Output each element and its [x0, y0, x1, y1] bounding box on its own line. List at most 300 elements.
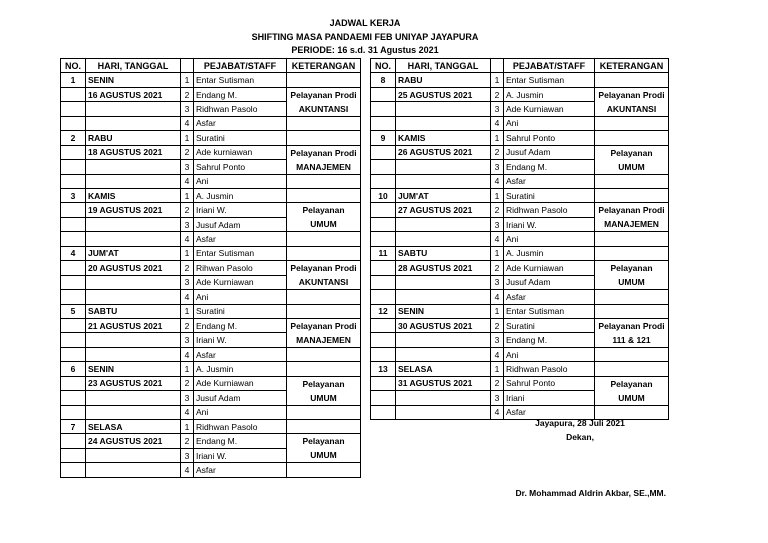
- staff-number: 4: [491, 116, 504, 130]
- keterangan-empty: [287, 131, 361, 145]
- staff-number: 3: [181, 333, 194, 348]
- keterangan: [287, 87, 361, 116]
- staff-name: Sahrul Ponto: [504, 376, 595, 391]
- staff-name: Ani: [194, 405, 287, 419]
- keterangan: [595, 318, 669, 347]
- schedule-no: [371, 347, 396, 361]
- schedule-no: [371, 275, 396, 290]
- schedule-row: [371, 261, 669, 276]
- staff-number: 3: [491, 333, 504, 348]
- staff-name: A. Jusmin: [504, 87, 595, 102]
- staff-name: Entar Sutisman: [194, 73, 287, 87]
- keterangan-empty: [595, 246, 669, 260]
- schedule-no: [371, 116, 396, 130]
- schedule-no: [371, 203, 396, 218]
- schedule-day: JUM'AT: [86, 246, 181, 260]
- staff-number: 2: [181, 87, 194, 102]
- signatory-name: Dr. Mohammad Aldrin Akbar, SE.,MM.: [515, 488, 666, 498]
- schedule-no: [371, 333, 396, 348]
- schedule-day-empty: [396, 333, 491, 348]
- keterangan-service: Pelayanan Prodi: [598, 320, 665, 331]
- staff-name: Ani: [504, 232, 595, 246]
- staff-name: Ridhwan Pasolo: [504, 362, 595, 376]
- schedule-row: [371, 376, 669, 391]
- staff-name: Entar Sutisman: [504, 304, 595, 318]
- schedule-no: [61, 174, 86, 188]
- keterangan: [287, 318, 361, 347]
- schedule-row: [61, 261, 361, 276]
- keterangan-service: Pelayanan: [610, 378, 653, 389]
- schedule-no: [371, 232, 396, 246]
- staff-name: Entar Sutisman: [194, 246, 287, 260]
- staff-name: Jusuf Adam: [504, 275, 595, 290]
- staff-name: Ridhwan Pasolo: [504, 203, 595, 218]
- schedule-row: [371, 87, 669, 102]
- staff-number: 4: [491, 290, 504, 304]
- staff-name: Iriani W.: [504, 217, 595, 232]
- keterangan-empty: [595, 131, 669, 145]
- schedule-row: [61, 131, 361, 145]
- schedule-no: 13: [371, 362, 396, 376]
- schedule-no: [61, 448, 86, 463]
- schedule-day-empty: [86, 347, 181, 361]
- schedule-row: [61, 318, 361, 333]
- keterangan-unit: UMUM: [310, 450, 337, 461]
- staff-number: 1: [491, 188, 504, 202]
- schedule-row: [61, 174, 361, 188]
- schedule-row: [61, 188, 361, 202]
- schedule-row: [371, 347, 669, 361]
- schedule-day-empty: [86, 174, 181, 188]
- keterangan: [595, 261, 669, 290]
- schedule-no: [371, 217, 396, 232]
- schedule-row: [371, 304, 669, 318]
- schedule-no: [61, 463, 86, 477]
- staff-name: Ani: [194, 174, 287, 188]
- schedule-day-empty: [396, 232, 491, 246]
- staff-name: Asfar: [504, 174, 595, 188]
- keterangan-service: Pelayanan Prodi: [290, 89, 357, 100]
- staff-name: Ridhwan Pasolo: [194, 420, 287, 434]
- schedule-day: SENIN: [86, 73, 181, 87]
- schedule-no: [61, 347, 86, 361]
- schedule-date: 28 AGUSTUS 2021: [396, 261, 491, 276]
- schedule-row: [371, 73, 669, 87]
- keterangan-unit: MANAJEMEN: [296, 334, 351, 345]
- staff-number: 3: [491, 102, 504, 117]
- staff-name: Suratini: [194, 304, 287, 318]
- staff-name: Suratini: [504, 318, 595, 333]
- staff-name: Endang M.: [194, 318, 287, 333]
- schedule-no: [371, 391, 396, 406]
- keterangan-empty: [595, 362, 669, 376]
- schedule-row: [61, 87, 361, 102]
- schedule-day-empty: [86, 391, 181, 406]
- staff-name: A. Jusmin: [194, 188, 287, 202]
- schedule-no: [61, 145, 86, 160]
- staff-name: Ani: [504, 347, 595, 361]
- schedule-no: 9: [371, 131, 396, 145]
- keterangan-unit: 111 & 121: [612, 334, 651, 345]
- schedule-row: [61, 304, 361, 318]
- staff-name: Jusuf Adam: [194, 217, 287, 232]
- schedule-day-empty: [396, 275, 491, 290]
- header-pejabat-staff: PEJABAT/STAFF: [504, 59, 595, 73]
- keterangan-unit: UMUM: [618, 392, 645, 403]
- schedule-day-empty: [396, 391, 491, 406]
- document-period: PERIODE: 16 s.d. 31 Agustus 2021: [291, 45, 439, 55]
- keterangan-empty: [287, 347, 361, 361]
- keterangan-empty: [595, 232, 669, 246]
- keterangan-empty: [287, 463, 361, 477]
- schedule-day-empty: [86, 217, 181, 232]
- schedule-table-left: [60, 58, 361, 478]
- place-date: Jayapura, 28 Juli 2021: [535, 418, 625, 428]
- schedule-date: 27 AGUSTUS 2021: [396, 203, 491, 218]
- staff-name: Ridhwan Pasolo: [194, 102, 287, 117]
- schedule-day-empty: [396, 405, 491, 419]
- staff-number: 2: [181, 318, 194, 333]
- schedule-row: [371, 232, 669, 246]
- staff-name: Entar Sutisman: [504, 73, 595, 87]
- schedule-day-empty: [86, 333, 181, 348]
- staff-number: 4: [181, 174, 194, 188]
- schedule-row: [371, 116, 669, 130]
- schedule-day: SELASA: [86, 420, 181, 434]
- schedule-date: 19 AGUSTUS 2021: [86, 203, 181, 218]
- keterangan-service: Pelayanan: [610, 147, 653, 158]
- document-subtitle: SHIFTING MASA PANDAEMI FEB UNIYAP JAYAPURA: [251, 32, 479, 42]
- keterangan-empty: [595, 73, 669, 87]
- staff-number: 3: [181, 102, 194, 117]
- staff-name: Endang M.: [194, 87, 287, 102]
- staff-number: 1: [491, 131, 504, 145]
- schedule-no: 8: [371, 73, 396, 87]
- schedule-no: [61, 405, 86, 419]
- staff-number: 1: [491, 304, 504, 318]
- signatory-role: Dekan,: [566, 432, 594, 442]
- keterangan-empty: [595, 174, 669, 188]
- staff-name: Jusuf Adam: [194, 391, 287, 406]
- schedule-day-empty: [396, 347, 491, 361]
- keterangan: [595, 203, 669, 232]
- staff-number: 3: [491, 391, 504, 406]
- staff-number: 2: [491, 376, 504, 391]
- staff-name: Ani: [504, 116, 595, 130]
- keterangan-unit: AKUNTANSI: [298, 277, 349, 288]
- keterangan-empty: [287, 420, 361, 434]
- schedule-no: [371, 290, 396, 304]
- schedule-no: [61, 318, 86, 333]
- staff-name: Asfar: [194, 347, 287, 361]
- staff-name: Sahrul Ponto: [504, 131, 595, 145]
- schedule-row: [61, 203, 361, 218]
- schedule-no: [61, 203, 86, 218]
- keterangan-empty: [287, 246, 361, 260]
- staff-number: 3: [491, 217, 504, 232]
- keterangan: [595, 376, 669, 405]
- keterangan: [595, 145, 669, 174]
- schedule-date: 23 AGUSTUS 2021: [86, 376, 181, 391]
- keterangan-service: Pelayanan: [302, 378, 345, 389]
- schedule-day: SENIN: [396, 304, 491, 318]
- staff-number: 1: [181, 362, 194, 376]
- schedule-no: [371, 318, 396, 333]
- staff-number: 3: [181, 160, 194, 175]
- staff-name: Sahrul Ponto: [194, 160, 287, 175]
- schedule-row: [371, 290, 669, 304]
- staff-number: 1: [491, 73, 504, 87]
- keterangan-service: Pelayanan Prodi: [598, 205, 665, 216]
- document-title: JADWAL KERJA: [329, 18, 401, 28]
- keterangan: [287, 434, 361, 463]
- schedule-date: 24 AGUSTUS 2021: [86, 434, 181, 449]
- staff-number: 4: [181, 290, 194, 304]
- keterangan-empty: [287, 116, 361, 130]
- schedule-day-empty: [86, 275, 181, 290]
- schedule-no: 4: [61, 246, 86, 260]
- staff-number: 4: [181, 405, 194, 419]
- schedule-row: [61, 362, 361, 376]
- schedule-no: [61, 275, 86, 290]
- staff-number: 2: [491, 203, 504, 218]
- staff-name: Asfar: [194, 463, 287, 477]
- schedule-no: 2: [61, 131, 86, 145]
- keterangan-unit: UMUM: [310, 219, 337, 230]
- header-no: NO.: [371, 59, 396, 73]
- staff-number: 2: [181, 145, 194, 160]
- schedule-date: 21 AGUSTUS 2021: [86, 318, 181, 333]
- staff-number: 1: [491, 246, 504, 260]
- schedule-no: [61, 102, 86, 117]
- schedule-day-empty: [396, 116, 491, 130]
- schedule-day-empty: [86, 448, 181, 463]
- schedule-day-empty: [86, 102, 181, 117]
- schedule-row: [61, 376, 361, 391]
- staff-number: 4: [491, 174, 504, 188]
- schedule-no: [61, 434, 86, 449]
- keterangan-empty: [287, 188, 361, 202]
- schedule-day: KAMIS: [396, 131, 491, 145]
- keterangan-service: Pelayanan Prodi: [290, 320, 357, 331]
- schedule-row: [61, 116, 361, 130]
- keterangan-empty: [287, 405, 361, 419]
- staff-name: A. Jusmin: [194, 362, 287, 376]
- staff-number: 1: [181, 246, 194, 260]
- schedule-day-empty: [86, 160, 181, 175]
- keterangan-empty: [595, 304, 669, 318]
- schedule-row: [61, 434, 361, 449]
- schedule-no: [61, 261, 86, 276]
- schedule-row: [61, 246, 361, 260]
- keterangan-empty: [595, 347, 669, 361]
- staff-name: Jusuf Adam: [504, 145, 595, 160]
- staff-number: 4: [181, 232, 194, 246]
- keterangan-empty: [287, 73, 361, 87]
- schedule-date: 30 AGUSTUS 2021: [396, 318, 491, 333]
- schedule-day: KAMIS: [86, 188, 181, 202]
- staff-number: 1: [181, 73, 194, 87]
- staff-name: Ade Kurniawan: [194, 275, 287, 290]
- staff-name: Endang M.: [194, 434, 287, 449]
- schedule-day: SELASA: [396, 362, 491, 376]
- staff-number: 1: [181, 420, 194, 434]
- keterangan-unit: UMUM: [618, 161, 645, 172]
- staff-number: 2: [491, 318, 504, 333]
- schedule-date: 31 AGUSTUS 2021: [396, 376, 491, 391]
- header-hari-tanggal: HARI, TANGGAL: [86, 59, 181, 73]
- schedule-date: 18 AGUSTUS 2021: [86, 145, 181, 160]
- keterangan-empty: [595, 290, 669, 304]
- keterangan-service: Pelayanan Prodi: [290, 147, 357, 158]
- staff-name: Asfar: [194, 116, 287, 130]
- schedule-no: [371, 87, 396, 102]
- schedule-no: [61, 232, 86, 246]
- header-keterangan: KETERANGAN: [287, 59, 361, 73]
- schedule-day-empty: [86, 405, 181, 419]
- keterangan-empty: [287, 304, 361, 318]
- staff-number: 3: [181, 391, 194, 406]
- staff-number: 2: [181, 261, 194, 276]
- schedule-row: [61, 290, 361, 304]
- staff-name: Iriani W.: [194, 448, 287, 463]
- schedule-row: [61, 463, 361, 477]
- staff-name: Endang M.: [504, 333, 595, 348]
- staff-name: Endang M.: [504, 160, 595, 175]
- schedule-no: 5: [61, 304, 86, 318]
- staff-name: Iriani W.: [194, 203, 287, 218]
- staff-number: 1: [181, 304, 194, 318]
- keterangan-service: Pelayanan: [302, 205, 345, 216]
- schedule-no: [371, 145, 396, 160]
- schedule-day: RABU: [396, 73, 491, 87]
- schedule-no: [371, 405, 396, 419]
- schedule-row: [371, 318, 669, 333]
- header-keterangan: KETERANGAN: [595, 59, 669, 73]
- keterangan-unit: MANAJEMEN: [296, 161, 351, 172]
- schedule-no: 6: [61, 362, 86, 376]
- staff-number: 4: [491, 232, 504, 246]
- schedule-no: [61, 391, 86, 406]
- keterangan-empty: [595, 116, 669, 130]
- staff-name: Asfar: [504, 405, 595, 419]
- schedule-no: [371, 102, 396, 117]
- header-hari-tanggal: HARI, TANGGAL: [396, 59, 491, 73]
- schedule-no: 10: [371, 188, 396, 202]
- staff-number: 2: [491, 87, 504, 102]
- staff-number: 4: [181, 463, 194, 477]
- keterangan-service: Pelayanan: [302, 436, 345, 447]
- keterangan-unit: UMUM: [310, 392, 337, 403]
- keterangan-service: Pelayanan Prodi: [598, 89, 665, 100]
- schedule-no: [61, 376, 86, 391]
- schedule-row: [371, 188, 669, 202]
- keterangan-unit: AKUNTANSI: [606, 103, 657, 114]
- schedule-row: [61, 347, 361, 361]
- schedule-no: [61, 217, 86, 232]
- keterangan: [287, 145, 361, 174]
- keterangan-empty: [287, 232, 361, 246]
- staff-name: Ade Kurniawan: [194, 376, 287, 391]
- schedule-row: [371, 174, 669, 188]
- schedule-no: [371, 261, 396, 276]
- staff-name: Asfar: [504, 290, 595, 304]
- schedule-no: 11: [371, 246, 396, 260]
- schedule-row: [371, 246, 669, 260]
- keterangan: [595, 87, 669, 116]
- keterangan-unit: UMUM: [618, 277, 645, 288]
- staff-number: 4: [181, 116, 194, 130]
- header-pejabat-staff: PEJABAT/STAFF: [194, 59, 287, 73]
- keterangan-unit: AKUNTANSI: [298, 103, 349, 114]
- schedule-no: [61, 290, 86, 304]
- staff-name: Ani: [194, 290, 287, 304]
- staff-number: 1: [181, 131, 194, 145]
- schedule-no: [371, 376, 396, 391]
- staff-number: 4: [491, 405, 504, 419]
- staff-name: Ade kurniawan: [194, 145, 287, 160]
- staff-number: 2: [181, 376, 194, 391]
- staff-name: Rihwan Pasolo: [194, 261, 287, 276]
- keterangan: [287, 261, 361, 290]
- staff-number: 3: [181, 448, 194, 463]
- staff-number: 3: [181, 217, 194, 232]
- schedule-no: [61, 160, 86, 175]
- keterangan-empty: [287, 290, 361, 304]
- keterangan-empty: [287, 174, 361, 188]
- schedule-no: [61, 87, 86, 102]
- schedule-no: 7: [61, 420, 86, 434]
- header-blank: [181, 59, 194, 73]
- schedule-date: 26 AGUSTUS 2021: [396, 145, 491, 160]
- schedule-row: [371, 145, 669, 160]
- schedule-row: [61, 232, 361, 246]
- staff-name: Iriani W.: [194, 333, 287, 348]
- schedule-day-empty: [86, 232, 181, 246]
- schedule-date: 25 AGUSTUS 2021: [396, 87, 491, 102]
- schedule-day-empty: [86, 290, 181, 304]
- schedule-day-empty: [396, 290, 491, 304]
- schedule-table-right: [370, 58, 669, 420]
- schedule-row: [371, 362, 669, 376]
- staff-name: Asfar: [194, 232, 287, 246]
- schedule-row: [371, 131, 669, 145]
- keterangan: [287, 203, 361, 232]
- staff-name: Suratini: [194, 131, 287, 145]
- staff-number: 1: [491, 362, 504, 376]
- schedule-row: [61, 145, 361, 160]
- staff-number: 3: [181, 275, 194, 290]
- header-blank: [491, 59, 504, 73]
- staff-name: Suratini: [504, 188, 595, 202]
- schedule-date: 16 AGUSTUS 2021: [86, 87, 181, 102]
- staff-number: 2: [181, 203, 194, 218]
- staff-name: A. Jusmin: [504, 246, 595, 260]
- keterangan-empty: [595, 188, 669, 202]
- staff-number: 1: [181, 188, 194, 202]
- schedule-day-empty: [396, 160, 491, 175]
- schedule-no: 3: [61, 188, 86, 202]
- schedule-row: [61, 73, 361, 87]
- schedule-day: SABTU: [86, 304, 181, 318]
- staff-name: Ade Kurniawan: [504, 102, 595, 117]
- schedule-row: [371, 203, 669, 218]
- staff-number: 2: [491, 261, 504, 276]
- schedule-date: 20 AGUSTUS 2021: [86, 261, 181, 276]
- schedule-day-empty: [396, 102, 491, 117]
- staff-number: 4: [491, 347, 504, 361]
- schedule-no: [61, 333, 86, 348]
